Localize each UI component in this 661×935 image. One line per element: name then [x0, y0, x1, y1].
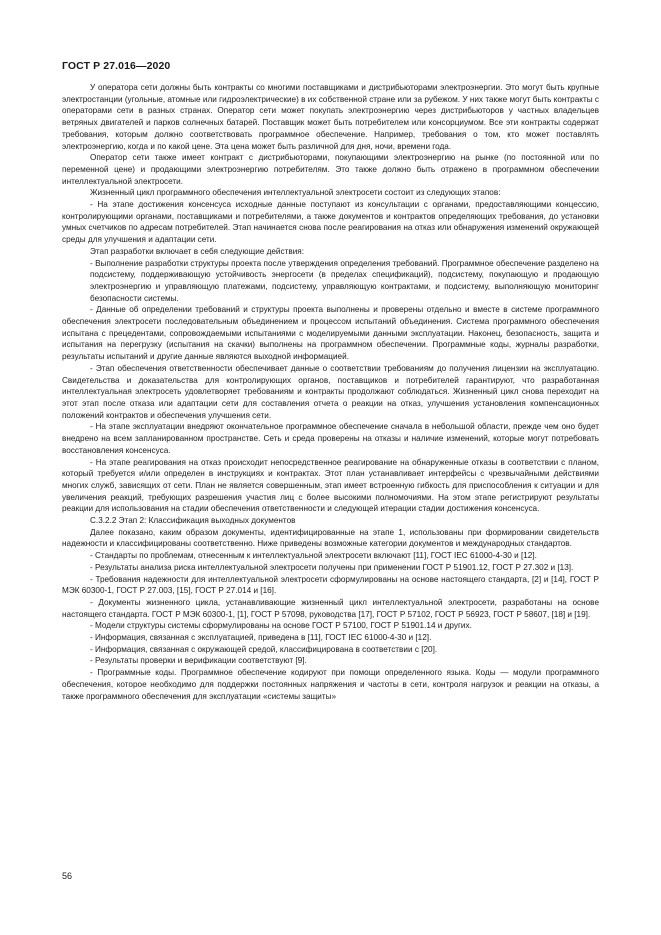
paragraph: Жизненный цикл программного обеспечения интеллектуальной электросети состоит из следующих этапов:	[90, 188, 501, 198]
paragraph: - Стандарты по проблемам, отнесенным к интеллектуальной электросети включают [11], ГОСТ IEC 61000-4-30 и [12].	[90, 551, 537, 561]
paragraph: - На этапе реагирования на отказ происходит непосредственное реагирование на обнаруженные отказы в соответствии с планом, который требуется и/или определен в инструкциях и контрактах. Этот план устанавливает интерфейсы с чрезвычайными действиями многих служб, зависящих от сети. План не является совершенным, этап имеет встроенную гибкость для приспособления к ситуации и для увеличения реакций, требующих разрешения участия лиц с более высокими полномочиями. На этом этапе регистрируют результаты реакции для использования на стадии обеспечения ответственности и следующей итерации стадии достижения консенсуса.	[62, 457, 599, 514]
paragraph: - Программные коды. Программное обеспечение кодируют при помощи определенного языка. Коды — модули программного обеспечения, которое необходимо для поддержки постоянных напряжения и частоты в сети, контроля нагрузок и реакции на отказы, а также программного обеспечения для эксплуатации «системы защиты»	[62, 668, 599, 701]
page-number: 56	[62, 871, 73, 881]
paragraph: - Модели структуры системы сформулированы на основе ГОСТ Р 57100, ГОСТ Р 51901.14 и других.	[90, 621, 472, 631]
paragraph: - Этап обеспечения ответственности обеспечивает данные о соответствии требованиям до получения лицензии на эксплуатацию. Свидетельства и доказательства для контролирующих органов, поставщиков и потребителей гарантируют, что разработанная интеллектуальная электросеть удовлетворяет требованиям и контракты продолжают соблюдаться. Жизненный цикл снова переходит на этот этап после отказа или адаптации сети для составления отчета о реакции на отказ, улучшения установления компенсационных положений контрактов и обеспечения улучшения сети.	[62, 363, 599, 420]
paragraph: - Документы жизненного цикла, устанавливающие жизненный цикл интеллектуальной электросети, разработаны на основе настоящего стандарта. ГОСТ Р МЭК 60300-1, [1], ГОСТ Р 57098, руководства [17], ГОСТ Р 57102, ГОСТ Р 56923, ГОСТ Р 58607, [18] и [19].	[62, 597, 599, 619]
paragraph: Этап разработки включает в себя следующие действия:	[90, 246, 304, 256]
paragraph: - Выполнение разработки структуры проекта после утверждения определения требований. Программное обеспечение разделено на подсистему, поддерживающую устойчивость энергосети (в пределах спецификаций), подсистему, покупающую и продающую электроэнергию и управляющую платежами, подсистему, управляющую контрактами, и подсистему, выполняющую мониторинг безопасности системы.	[90, 258, 599, 303]
paragraph: Оператор сети также имеет контракт с дистрибьюторами, покупающими электроэнергию на рынке (по постоянной или по переменной цене) и продающими электроэнергию потребителям. Это также должно быть отражено в программном обеспечении интеллектуальной электросети.	[62, 153, 599, 186]
paragraph: - На этапе эксплуатации внедряют окончательное программное обеспечение сначала в небольшой области, прежде чем оно будет внедрено на всем запланированном пространстве. Сеть и среда проверены на отказы и наличие изменений, которые могут потребовать восстановления консенсуса.	[62, 422, 599, 455]
paragraph: С.3.2.2 Этап 2: Классификация выходных документов	[90, 516, 296, 526]
paragraph: - Требования надежности для интеллектуальной электросети сформулированы на основе настоящего стандарта, [2] и [14], ГОСТ Р МЭК 60300-1, ГОСТ Р 27.003, [15], ГОСТ Р 27.014 и [16].	[62, 574, 599, 596]
paragraph: Далее показано, каким образом документы, идентифицированные на этапе 1, использованы при формировании свидетельств надежности и классифицированы соответственно. Ниже приведены возможные категории документов и международных стандартов.	[62, 527, 599, 549]
paragraph: - Данные об определении требований и структуры проекта выполнены и проверены отдельно и вместе в системе программного обеспечения электросети последовательным объединением и процессом испытаний объединения. Система программного обеспечения испытана с прецедентами, сопровождаемыми испытаниями с моделируемыми данными эксплуатации. Наконец, безопасность, защита и испытания на перегрузку (испытания на скачки) выполнены на программном обеспечении. Программные коды, журналы разработки, результаты испытаний и другие данные являются выходной информацией.	[62, 305, 599, 362]
paragraph: - Информация, связанная с окружающей средой, классифицирована в соответствии с [20].	[90, 644, 438, 654]
paragraph: - Информация, связанная с эксплуатацией, приведена в [11], ГОСТ IEC 61000-4-30 и [12].	[90, 633, 432, 643]
document-body	[62, 82, 599, 702]
document-header: ГОСТ Р 27.016—2020	[62, 60, 171, 72]
paragraph: - Результаты проверки и верификации соответствуют [9].	[90, 656, 307, 666]
paragraph: - Результаты анализа риска интеллектуальной электросети получены при применении ГОСТ Р 51901.12, ГОСТ Р 27.302 и [13].	[90, 562, 574, 572]
paragraph: У оператора сети должны быть контракты со многими поставщиками и дистрибьюторами электроэнергии. Это могут быть крупные электростанции (угольные, атомные или гидроэлектрические) в их собственной стране или за рубежом. У них также могут быть контракты с операторами сети в разных странах. Оператор сети может покупать электроэнергию через дистрибьюторов у частных владельцев ветряных двигателей и парков солнечных батарей. Поставщик может быть потребителем или консорциумом. Все эти контракты содержат требования, которым должно соответствовать программное обеспечение. Например, требования о том, кто может поставлять электроэнергию, когда и по какой цене. Эта цена может быть различной для дня, ночи, времени года.	[62, 83, 599, 151]
paragraph: - На этапе достижения консенсуса исходные данные поступают из консультации с органами, предоставляющими концессию, контролирующими органами, поставщиками и потребителями, а также документов и контрактов определяющих требования, до установки умных счетчиков по адресам потребителей. Этап начинается снова после реагирования на отказ или обнаружения изменений окружающей среды для улучшения и адаптации сети.	[62, 200, 599, 245]
